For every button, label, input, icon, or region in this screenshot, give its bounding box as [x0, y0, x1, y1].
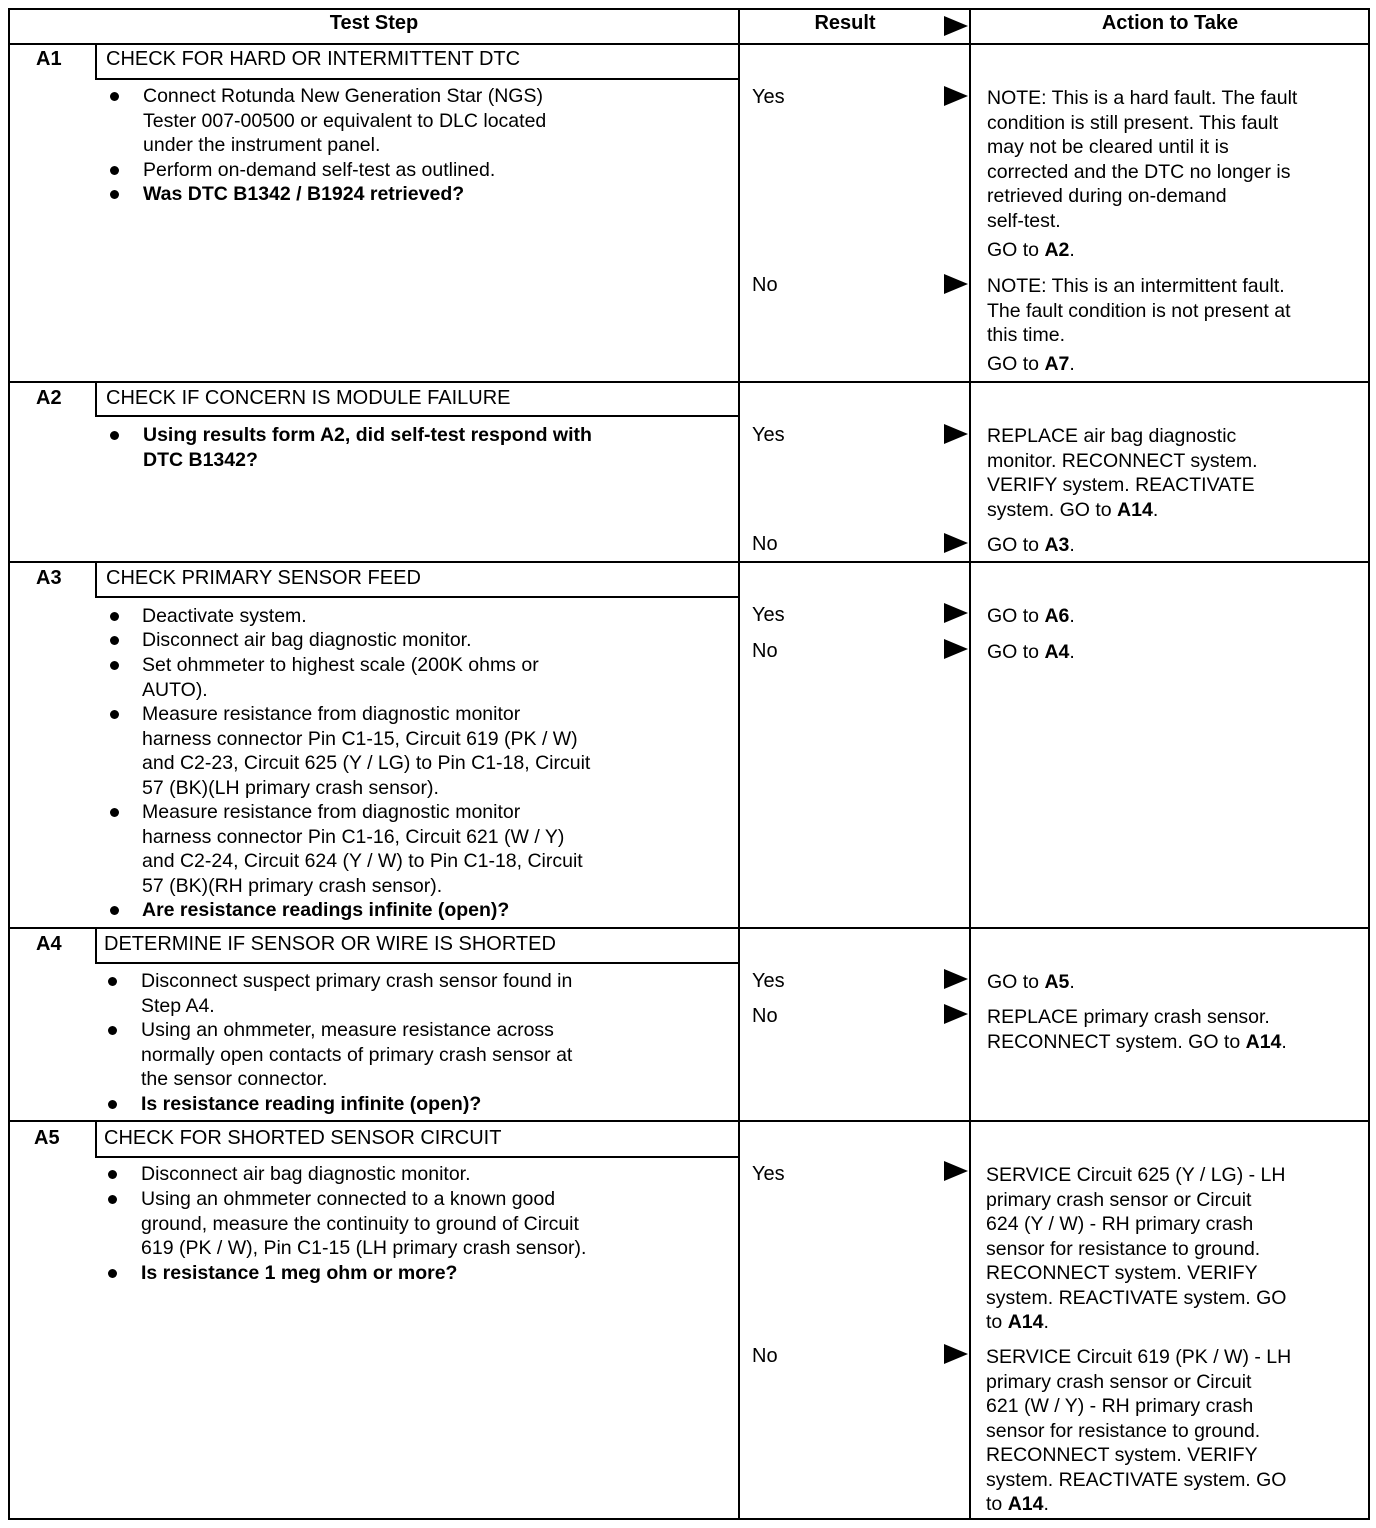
bullet-icon — [110, 661, 119, 670]
title-underline — [95, 1156, 738, 1158]
step-bullet: Measure resistance from diagnostic monitor harness connector Pin C1-16, Circuit 621 (W / Y) and C2-24, Circuit 624 (Y / W) to Pin C1-18, Circuit 57 (BK)(RH primary crash sensor). — [142, 801, 583, 897]
bullet-icon — [110, 92, 119, 101]
bullet-icon — [108, 1195, 117, 1204]
bullet-icon — [110, 906, 119, 915]
arrow-icon — [944, 274, 968, 294]
bullet-icon — [108, 1100, 117, 1109]
step-question: Are resistance readings infinite (open)? — [142, 899, 510, 921]
id-divider — [95, 927, 97, 964]
arrow-icon — [944, 86, 968, 106]
result-label: No — [752, 1345, 778, 1367]
step-bullet: Connect Rotunda New Generation Star (NGS) Tester 007-00500 or equivalent to DLC located under the instrument panel. — [143, 85, 547, 156]
step-separator — [8, 1120, 1370, 1122]
arrow-icon — [944, 1004, 968, 1024]
step-bullet: Disconnect air bag diagnostic monitor. — [141, 1163, 471, 1185]
step-question: Is resistance 1 meg ohm or more? — [141, 1262, 458, 1284]
bullet-icon — [110, 431, 119, 440]
result-label: No — [752, 1005, 778, 1027]
step-question: Is resistance reading infinite (open)? — [141, 1093, 482, 1115]
step-title: CHECK FOR HARD OR INTERMITTENT DTC — [106, 48, 521, 70]
step-bullet: Using an ohmmeter connected to a known good ground, measure the continuity to ground of Circuit 619 (PK / W), Pin C1-15 (LH primary crash sensor). — [141, 1188, 587, 1259]
action-goto: GO to A7. — [987, 353, 1075, 375]
step-title: CHECK PRIMARY SENSOR FEED — [106, 567, 421, 589]
step-bullet: Deactivate system. — [142, 605, 307, 627]
result-label: Yes — [752, 424, 785, 446]
step-title: CHECK FOR SHORTED SENSOR CIRCUIT — [104, 1127, 502, 1149]
step-separator — [8, 561, 1370, 563]
arrow-icon — [944, 424, 968, 444]
step-bullet: Using an ohmmeter, measure resistance across normally open contacts of primary crash sensor at the sensor connector. — [141, 1019, 573, 1090]
step-bullet: Measure resistance from diagnostic monitor harness connector Pin C1-15, Circuit 619 (PK / W) and C2-23, Circuit 625 (Y / LG) to Pin C1-18, Circuit 57 (BK)(LH primary crash sensor). — [142, 703, 591, 799]
table-right-border — [1368, 8, 1370, 1520]
action-text: SERVICE Circuit 625 (Y / LG) - LH primary crash sensor or Circuit 624 (Y / W) - RH primary crash sensor for resistance to ground. RECONNECT system. VERIFY system. REACTIVATE system. GO to A14. — [986, 1164, 1287, 1333]
action-goto: GO to A5. — [987, 971, 1075, 993]
title-underline — [95, 78, 738, 80]
step-bullet: Disconnect air bag diagnostic monitor. — [142, 629, 472, 651]
bullet-icon — [110, 808, 119, 817]
action-text: SERVICE Circuit 619 (PK / W) - LH primary crash sensor or Circuit 621 (W / Y) - RH primary crash sensor for resistance to ground. RECONNECT system. VERIFY system. REACTIVATE system. GO to A14. — [986, 1346, 1292, 1515]
action-text: NOTE: This is an intermittent fault. The fault condition is not present at this time. — [987, 275, 1291, 346]
bullet-icon — [110, 710, 119, 719]
action-goto: GO to A2. — [987, 239, 1075, 261]
action-goto: GO to A4. — [987, 641, 1075, 663]
action-goto: GO to A6. — [987, 605, 1075, 627]
id-divider — [95, 43, 97, 80]
step-bullet: Set ohmmeter to highest scale (200K ohms or AUTO). — [142, 654, 539, 701]
arrow-icon — [944, 1161, 968, 1181]
bullet-icon — [108, 1170, 117, 1179]
bullet-icon — [108, 1026, 117, 1035]
result-label: Yes — [752, 1163, 785, 1185]
step-id: A2 — [36, 387, 62, 409]
bullet-icon — [110, 190, 119, 199]
result-label: No — [752, 640, 778, 662]
id-divider — [95, 1120, 97, 1158]
step-bullet: Perform on-demand self-test as outlined. — [143, 159, 496, 181]
header-result: Result — [814, 12, 876, 34]
bullet-icon — [110, 636, 119, 645]
column-divider-action — [969, 8, 971, 1520]
step-title: DETERMINE IF SENSOR OR WIRE IS SHORTED — [104, 933, 556, 955]
bullet-icon — [110, 166, 119, 175]
title-underline — [95, 596, 738, 598]
header-test-step: Test Step — [329, 12, 419, 34]
result-label: Yes — [752, 970, 785, 992]
result-label: No — [752, 274, 778, 296]
header-bottom-border — [8, 43, 1370, 45]
result-label: No — [752, 533, 778, 555]
step-title: CHECK IF CONCERN IS MODULE FAILURE — [106, 387, 511, 409]
result-label: Yes — [752, 604, 785, 626]
action-text: NOTE: This is a hard fault. The fault condition is still present. This fault may not be cleared until it is corrected and the DTC no longer is retrieved during on-demand self-test. — [987, 87, 1298, 232]
step-question: Was DTC B1342 / B1924 retrieved? — [143, 183, 465, 205]
id-divider — [95, 561, 97, 598]
arrow-icon — [944, 533, 968, 553]
step-id: A1 — [36, 48, 62, 70]
header-arrow-icon — [944, 16, 968, 36]
bullet-icon — [110, 612, 119, 621]
title-underline — [95, 962, 738, 964]
header-action: Action to Take — [1101, 12, 1239, 34]
action-text: REPLACE air bag diagnostic monitor. RECONNECT system. VERIFY system. REACTIVATE system. GO to A14. — [987, 425, 1258, 521]
arrow-icon — [944, 639, 968, 659]
bullet-icon — [108, 1269, 117, 1278]
step-id: A5 — [34, 1127, 60, 1149]
step-separator — [8, 381, 1370, 383]
bullet-icon — [108, 977, 117, 986]
arrow-icon — [944, 969, 968, 989]
table-bottom-border — [8, 1518, 1370, 1520]
step-id: A3 — [36, 567, 62, 589]
table-top-border — [8, 8, 1370, 10]
table-left-border — [8, 8, 10, 1520]
arrow-icon — [944, 1344, 968, 1364]
column-divider-result — [738, 8, 740, 1520]
action-goto: GO to A3. — [987, 534, 1075, 556]
step-separator — [8, 927, 1370, 929]
step-id: A4 — [36, 933, 62, 955]
arrow-icon — [944, 603, 968, 623]
step-bullet: Disconnect suspect primary crash sensor found in Step A4. — [141, 970, 573, 1017]
step-question: Using results form A2, did self-test respond with DTC B1342? — [143, 424, 592, 471]
result-label: Yes — [752, 86, 785, 108]
title-underline — [95, 415, 738, 417]
action-text: REPLACE primary crash sensor. RECONNECT system. GO to A14. — [987, 1006, 1287, 1053]
id-divider — [95, 381, 97, 417]
